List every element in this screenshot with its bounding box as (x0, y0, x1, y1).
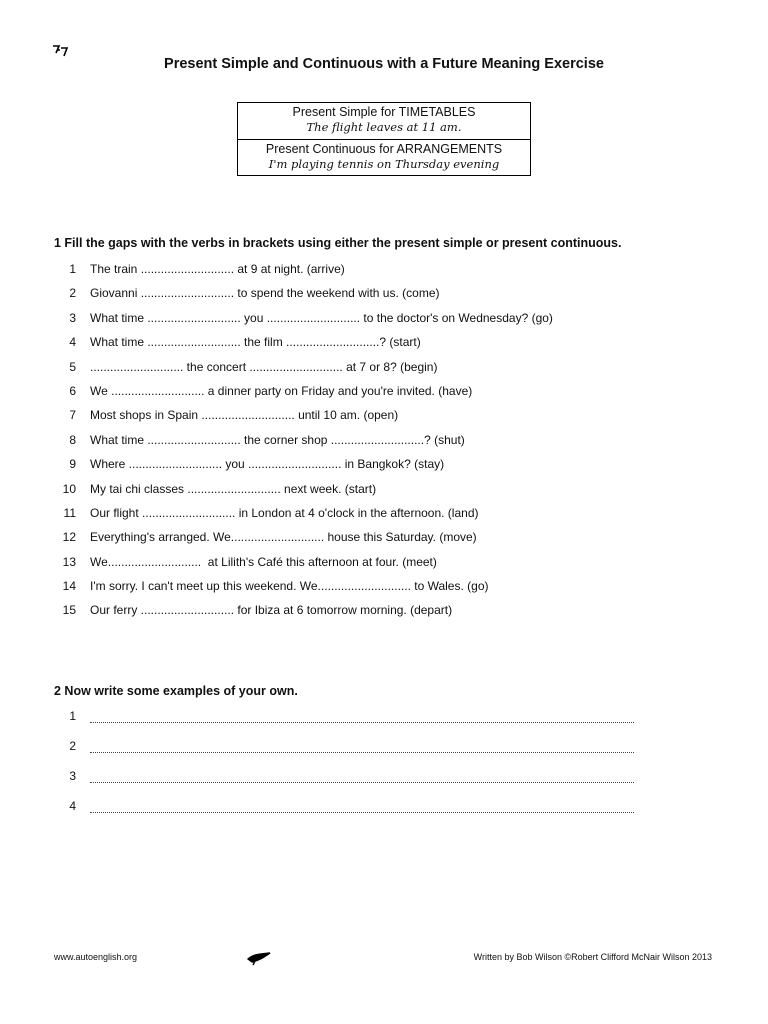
bird-logo-icon (246, 950, 272, 966)
answer-line[interactable] (54, 738, 714, 768)
item-number: 11 (63, 505, 76, 520)
footer-website: www.autoenglish.org (54, 952, 138, 962)
item-number: 4 (69, 335, 76, 350)
section-1-heading: 1 Fill the gaps with the verbs in brackets using either the present simple or present continuous. (54, 236, 622, 250)
exercise-item (54, 382, 714, 406)
item-text: What time ............................ you ............................ to the doctor's on Wednesday? (go) (90, 310, 553, 325)
item-text: I'm sorry. I can't meet up this weekend. We............................ to Wales. (go) (90, 579, 489, 594)
item-text: Everything's arranged. We............................ house this Saturday. (move) (90, 530, 477, 545)
item-text: Most shops in Spain ............................ until 10 am. (open) (90, 408, 399, 423)
item-number: 14 (62, 579, 76, 594)
exercise-item (54, 333, 714, 357)
item-number: 2 (69, 739, 76, 753)
exercise-item (54, 528, 714, 552)
answer-line[interactable] (54, 768, 714, 798)
exercise-item (54, 406, 714, 430)
rule-example: I'm playing tennis on Thursday evening (268, 157, 500, 171)
exercise-item (54, 309, 714, 333)
item-number: 12 (62, 530, 76, 545)
item-text: Where ............................ you ............................ in Bangkok? (stay) (90, 457, 445, 472)
exercise-item (54, 431, 714, 455)
rule-present-continuous (238, 139, 530, 175)
item-number: 1 (69, 262, 76, 276)
item-text: What time ............................ the corner shop ............................? (shut) (90, 432, 465, 447)
rules-box (237, 102, 531, 176)
item-text: My tai chi classes ............................ next week. (start) (90, 481, 377, 496)
exercise-item (54, 480, 714, 504)
item-number: 3 (69, 769, 76, 783)
item-number: 9 (69, 457, 76, 472)
item-number: 2 (69, 286, 76, 301)
item-text: ............................ the concert ............................ at 7 or 8? (begin) (90, 359, 438, 374)
item-text: What time ............................ the film ............................? (start) (90, 335, 421, 350)
item-text: We............................ at Lilith's Café this afternoon at four. (meet) (90, 554, 437, 569)
exercise-item (54, 358, 714, 382)
item-number: 15 (62, 603, 76, 618)
exercise-item (54, 577, 714, 601)
item-number: 3 (69, 310, 76, 325)
section-2-heading: 2 Now write some examples of your own. (54, 684, 298, 698)
exercise-item (54, 553, 714, 577)
exercise-item (54, 601, 714, 625)
item-number: 13 (62, 554, 76, 569)
item-text: The train ............................ at 9 at night. (arrive) (90, 262, 345, 276)
rule-heading: Present Simple for TIMETABLES (292, 105, 476, 119)
exercise-item (54, 284, 714, 308)
item-number: 7 (69, 408, 76, 423)
answer-line[interactable] (54, 798, 714, 828)
item-number: 1 (69, 709, 76, 723)
own-examples-list (54, 708, 714, 828)
dotted-line (90, 802, 634, 813)
item-number: 5 (69, 359, 76, 374)
exercise-item (54, 504, 714, 528)
rule-example: The flight leaves at 11 am. (306, 120, 462, 134)
dotted-line (90, 772, 634, 783)
exercise-item (54, 260, 714, 284)
rule-present-simple (238, 103, 530, 139)
item-number: 10 (62, 481, 76, 496)
dotted-line (90, 712, 634, 723)
item-text: We ............................ a dinner party on Friday and you're invited. (have) (90, 383, 473, 398)
dotted-line (90, 742, 634, 753)
footer-credit: Written by Bob Wilson ©Robert Clifford McNair Wilson 2013 (473, 952, 712, 962)
rule-heading: Present Continuous for ARRANGEMENTS (265, 142, 503, 156)
item-number: 6 (69, 383, 76, 398)
item-text: Giovanni ............................ to spend the weekend with us. (come) (90, 286, 440, 301)
exercise-item (54, 455, 714, 479)
item-text: Our flight ............................ in London at 4 o'clock in the afternoon. (land) (90, 505, 479, 520)
answer-line[interactable] (54, 708, 714, 738)
item-number: 8 (69, 432, 76, 447)
exercise-list (54, 260, 714, 626)
item-text: Our ferry ............................ for Ibiza at 6 tomorrow morning. (depart) (90, 603, 453, 618)
page-title: Present Simple and Continuous with a Future Meaning Exercise (164, 56, 604, 72)
item-number: 4 (69, 799, 76, 813)
